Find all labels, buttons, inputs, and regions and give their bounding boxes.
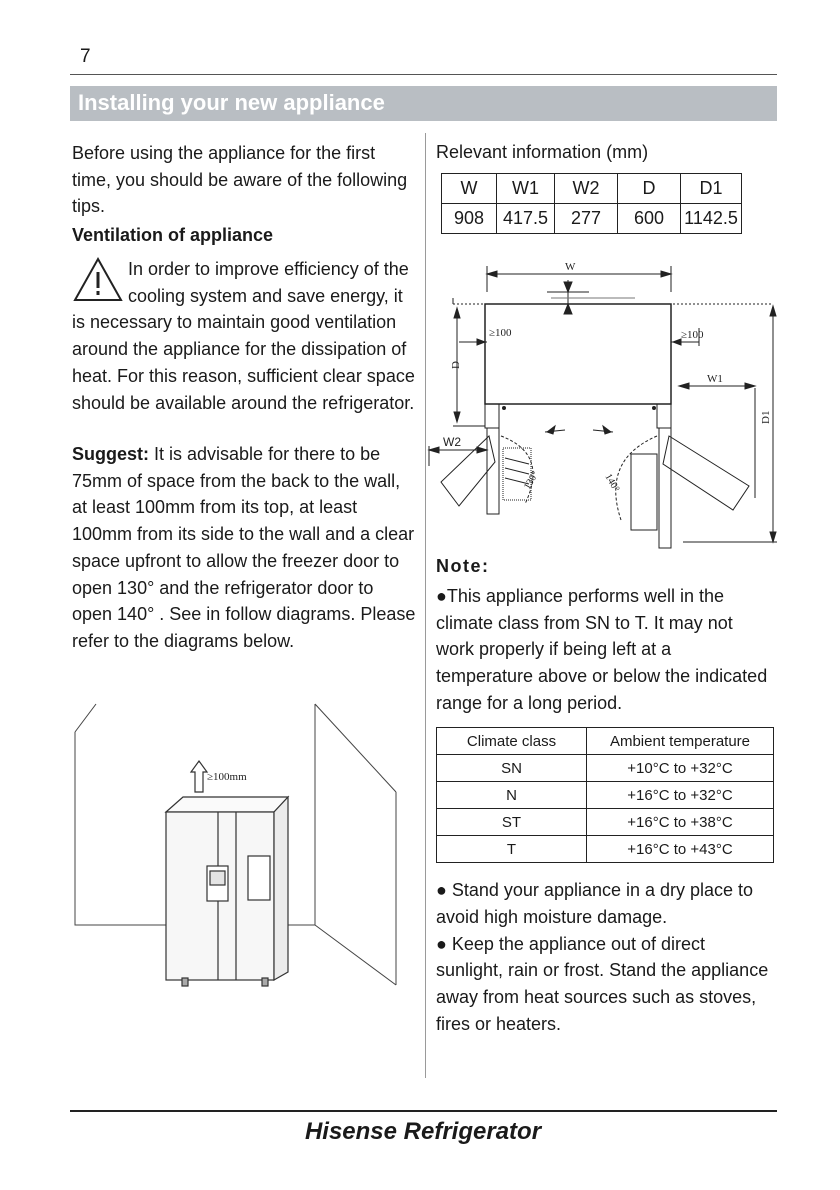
ventilation-heading: Ventilation of appliance — [72, 225, 274, 245]
plan-d-label: D — [450, 361, 462, 369]
header-divider — [70, 74, 777, 75]
ambient-temperature-cell: +16°C to +32°C — [587, 782, 774, 809]
dim-value: 600 — [618, 204, 681, 234]
plan-w2-label: W2 — [443, 435, 461, 449]
plan-w1-label: W1 — [707, 373, 723, 385]
dim-header: D — [618, 174, 681, 204]
plan-d1-label: D1 — [760, 410, 772, 424]
climate-class-cell: SN — [437, 755, 587, 782]
dimensions-table — [441, 173, 742, 234]
dimensions-header-row — [442, 174, 742, 204]
door-clearance-plan-diagram — [425, 258, 785, 550]
dim-value: 417.5 — [497, 204, 555, 234]
dim-value: 1142.5 — [681, 204, 742, 234]
footer-brand — [0, 1118, 840, 1146]
climate-header: Ambient temperature — [587, 728, 774, 755]
relevant-info-title: Relevant information (mm) — [436, 142, 649, 162]
tip-item: ● Keep the appliance out of direct sunlight, rain or frost. Stand the appliance away from heat sources such as stoves, fires or heaters. — [436, 933, 769, 1034]
dim-header: W1 — [497, 174, 555, 204]
page-number: 7 — [80, 46, 91, 67]
plan-left-clearance-label: ≥100 — [489, 327, 512, 339]
up-arrow-icon — [191, 761, 207, 792]
climate-row — [437, 782, 774, 809]
footer-divider — [70, 1110, 777, 1112]
ventilation-body: In order to improve efficiency of the cooling system and save energy, it is necessary to maintain good ventilation around the appliance for the dissipation of heat. For this reason, sufficient clear space should be available around the refrigerator. — [72, 259, 415, 413]
freezer-angle-label: 130° — [522, 469, 542, 492]
climate-class-cell: ST — [437, 809, 587, 836]
refrigerator-illustration — [166, 797, 288, 986]
section-banner — [70, 86, 777, 121]
ambient-temperature-cell: +16°C to +43°C — [587, 836, 774, 863]
top-clearance-label: ≥100mm — [207, 771, 247, 783]
suggest-label: Suggest: — [72, 444, 150, 464]
climate-row — [437, 836, 774, 863]
suggest-paragraph — [72, 441, 417, 655]
fridge-angle-label: 140° — [602, 472, 622, 494]
dim-value: 908 — [442, 204, 497, 234]
room-clearance-diagram — [70, 700, 422, 1000]
climate-header-row — [437, 728, 774, 755]
ambient-temperature-cell: +16°C to +38°C — [587, 809, 774, 836]
suggest-body: It is advisable for there to be 75mm of space from the back to the wall, at least 100mm from its top, at least 100mm from its side to the wall and a clear space upfront to allow the freezer door to open 130° and the refrigerator door to open 140° . See in follow diagrams. Please refer to the diagrams below. — [72, 444, 416, 651]
tip-item: ● Stand your appliance in a dry place to avoid high moisture damage. — [436, 880, 754, 927]
climate-class-table — [436, 727, 774, 863]
climate-row — [437, 755, 774, 782]
placement-tips — [436, 877, 776, 1038]
note-text: ●This appliance performs well in the climate class from SN to T. It may not work properly if being left at a temperature above or below the indicated range for a long period. — [436, 586, 768, 713]
section-title: Installing your new appliance — [78, 90, 385, 115]
plan-w-label: W — [565, 261, 576, 273]
warning-icon — [72, 256, 124, 304]
dim-header: W — [442, 174, 497, 204]
brand-text: Hisense Refrigerator — [304, 1118, 542, 1145]
note-heading: Note: — [436, 556, 490, 576]
plan-right-clearance-label: ≥100 — [681, 329, 704, 341]
climate-header: Climate class — [437, 728, 587, 755]
dim-value: 277 — [555, 204, 618, 234]
ventilation-warning — [72, 256, 417, 416]
climate-class-cell: T — [437, 836, 587, 863]
dim-header: W2 — [555, 174, 618, 204]
climate-class-cell: N — [437, 782, 587, 809]
intro-paragraph: Before using the appliance for the first time, you should be aware of the following tips. — [72, 143, 408, 217]
climate-row — [437, 809, 774, 836]
ambient-temperature-cell: +10°C to +32°C — [587, 755, 774, 782]
dim-header: D1 — [681, 174, 742, 204]
dimensions-value-row — [442, 204, 742, 234]
